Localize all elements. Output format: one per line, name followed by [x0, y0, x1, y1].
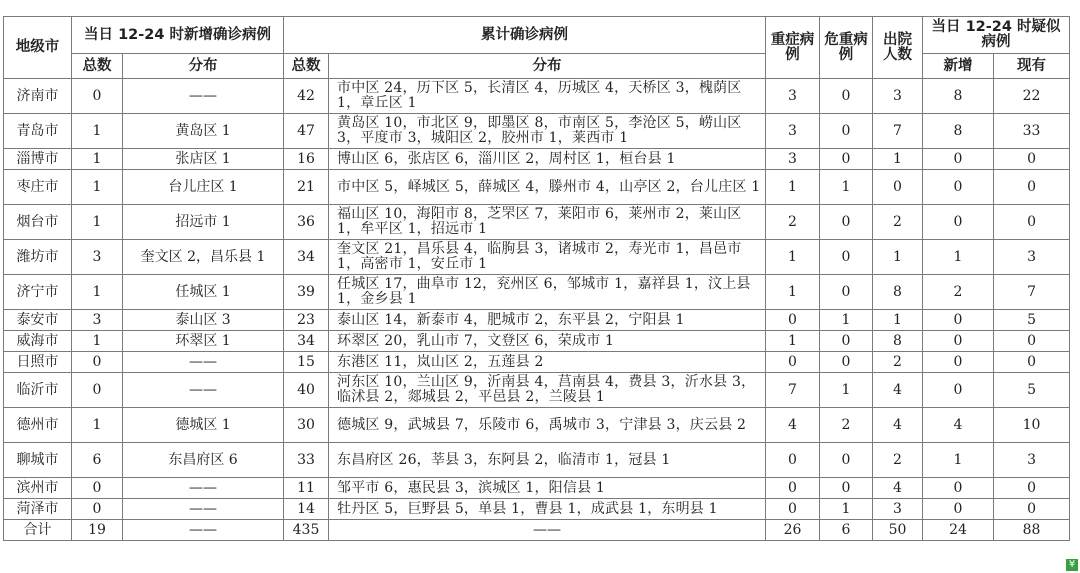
cell-new-dist: 德城区 1 — [123, 408, 284, 443]
cell-cum-dist: 邹平市 6，惠民县 3，滨城区 1，阳信县 1 — [329, 478, 766, 499]
cell-cum-total: 16 — [284, 149, 329, 170]
cell-cum-total: 21 — [284, 170, 329, 205]
table-row — [4, 352, 1070, 373]
cell-susp-new: 0 — [923, 331, 994, 352]
cell-susp-now: 0 — [994, 352, 1070, 373]
cell-cum-total: 33 — [284, 443, 329, 478]
cell-susp-new: 1 — [923, 240, 994, 275]
cell-critical: 0 — [820, 331, 873, 352]
cell-cum-dist: 黄岛区 10，市北区 9，即墨区 8，市南区 5，李沧区 5，崂山区 3，平度市 3，城阳区 2，胶州市 1，莱西市 1 — [329, 114, 766, 149]
cell-cum-total: 23 — [284, 310, 329, 331]
header-discharged: 出院人数 — [873, 17, 923, 79]
header-new-group: 当日 12-24 时新增确诊病例 — [72, 17, 284, 54]
header-cum-total: 总数 — [284, 54, 329, 79]
cell-critical: 1 — [820, 499, 873, 520]
cell-cum-total: 34 — [284, 240, 329, 275]
cell-city: 淄博市 — [4, 149, 72, 170]
cell-susp-new: 4 — [923, 408, 994, 443]
cell-city: 烟台市 — [4, 205, 72, 240]
cell-susp-new: 8 — [923, 79, 994, 114]
header-critical: 危重病例 — [820, 17, 873, 79]
cell-critical: 0 — [820, 114, 873, 149]
cell-susp-now: 88 — [994, 520, 1070, 541]
cell-susp-now: 7 — [994, 275, 1070, 310]
cell-susp-new: 24 — [923, 520, 994, 541]
table-row — [4, 79, 1070, 114]
cell-cum-total: 42 — [284, 79, 329, 114]
cell-critical: 1 — [820, 170, 873, 205]
cell-new-dist: —— — [123, 373, 284, 408]
cell-new-total: 1 — [72, 170, 123, 205]
cell-new-total: 0 — [72, 373, 123, 408]
cell-susp-now: 5 — [994, 373, 1070, 408]
cell-new-total: 1 — [72, 149, 123, 170]
cell-cum-dist: 市中区 24，历下区 5，长清区 4，历城区 4，天桥区 3，槐荫区 1，章丘区 1 — [329, 79, 766, 114]
cell-critical: 0 — [820, 478, 873, 499]
cell-susp-new: 0 — [923, 205, 994, 240]
cell-new-dist: 泰山区 3 — [123, 310, 284, 331]
cell-susp-now: 0 — [994, 331, 1070, 352]
cell-new-total: 0 — [72, 352, 123, 373]
cell-new-total: 1 — [72, 275, 123, 310]
cell-susp-new: 8 — [923, 114, 994, 149]
cell-cum-dist: 牡丹区 5，巨野县 5，单县 1，曹县 1，成武县 1，东明县 1 — [329, 499, 766, 520]
cell-cum-dist: 福山区 10，海阳市 8，芝罘区 7，莱阳市 6，莱州市 2，莱山区 1，牟平区 1，招远市 1 — [329, 205, 766, 240]
cell-new-total: 0 — [72, 79, 123, 114]
cell-critical: 1 — [820, 310, 873, 331]
cell-new-total: 0 — [72, 499, 123, 520]
cell-city: 青岛市 — [4, 114, 72, 149]
cell-new-total: 1 — [72, 408, 123, 443]
cell-cum-dist: 奎文区 21，昌乐县 4，临朐县 3，诸城市 2，寿光市 1，昌邑市 1，高密市 1，安丘市 1 — [329, 240, 766, 275]
cell-cum-total: 14 — [284, 499, 329, 520]
table-row — [4, 149, 1070, 170]
header-cum-dist: 分布 — [329, 54, 766, 79]
cell-severe: 2 — [766, 205, 820, 240]
cell-susp-new: 0 — [923, 373, 994, 408]
cell-cum-total: 11 — [284, 478, 329, 499]
cell-severe: 26 — [766, 520, 820, 541]
cell-severe: 0 — [766, 352, 820, 373]
cell-new-total: 3 — [72, 240, 123, 275]
cell-susp-now: 22 — [994, 79, 1070, 114]
cell-city: 济南市 — [4, 79, 72, 114]
cell-discharged: 3 — [873, 79, 923, 114]
cell-critical: 6 — [820, 520, 873, 541]
cell-cum-dist: 泰山区 14，新泰市 4，肥城市 2，东平县 2，宁阳县 1 — [329, 310, 766, 331]
cell-discharged: 2 — [873, 205, 923, 240]
cell-new-dist: 奎文区 2，昌乐县 1 — [123, 240, 284, 275]
cell-discharged: 2 — [873, 352, 923, 373]
cell-susp-new: 0 — [923, 310, 994, 331]
cell-discharged: 0 — [873, 170, 923, 205]
cell-cum-dist: 博山区 6，张店区 6，淄川区 2，周村区 1，桓台县 1 — [329, 149, 766, 170]
cell-susp-now: 10 — [994, 408, 1070, 443]
cell-severe: 3 — [766, 149, 820, 170]
cell-cum-total: 30 — [284, 408, 329, 443]
table-row — [4, 114, 1070, 149]
cell-cum-dist: 任城区 17，曲阜市 12，兖州区 6，邹城市 1，嘉祥县 1，汶上县 1，金乡县 1 — [329, 275, 766, 310]
cell-new-total: 1 — [72, 205, 123, 240]
header-suspect-now: 现有 — [994, 54, 1070, 79]
cell-discharged: 3 — [873, 499, 923, 520]
cell-susp-now: 3 — [994, 240, 1070, 275]
cell-new-dist: 东昌府区 6 — [123, 443, 284, 478]
cell-susp-now: 0 — [994, 205, 1070, 240]
cell-cum-dist: 东港区 11，岚山区 2，五莲县 2 — [329, 352, 766, 373]
cell-cum-total: 36 — [284, 205, 329, 240]
cell-new-dist: 招远市 1 — [123, 205, 284, 240]
cell-cum-total: 40 — [284, 373, 329, 408]
cell-severe: 3 — [766, 114, 820, 149]
cell-susp-now: 5 — [994, 310, 1070, 331]
cell-critical: 0 — [820, 205, 873, 240]
cell-severe: 1 — [766, 170, 820, 205]
table-row — [4, 240, 1070, 275]
cell-city: 潍坊市 — [4, 240, 72, 275]
cell-city: 滨州市 — [4, 478, 72, 499]
cell-new-total: 1 — [72, 331, 123, 352]
cell-city: 合计 — [4, 520, 72, 541]
cell-susp-now: 0 — [994, 149, 1070, 170]
cell-susp-now: 0 — [994, 499, 1070, 520]
cell-discharged: 1 — [873, 310, 923, 331]
cell-new-total: 0 — [72, 478, 123, 499]
cell-discharged: 7 — [873, 114, 923, 149]
table-row — [4, 478, 1070, 499]
cell-severe: 0 — [766, 478, 820, 499]
case-table — [3, 16, 1070, 541]
table-row — [4, 331, 1070, 352]
cell-city: 德州市 — [4, 408, 72, 443]
cell-discharged: 2 — [873, 443, 923, 478]
cell-discharged: 8 — [873, 331, 923, 352]
header-new-total: 总数 — [72, 54, 123, 79]
cell-severe: 1 — [766, 240, 820, 275]
cell-susp-new: 0 — [923, 149, 994, 170]
cell-new-dist: 任城区 1 — [123, 275, 284, 310]
table-row — [4, 408, 1070, 443]
table-row — [4, 499, 1070, 520]
cell-new-dist: —— — [123, 79, 284, 114]
cell-city: 泰安市 — [4, 310, 72, 331]
cell-discharged: 4 — [873, 408, 923, 443]
cell-city: 菏泽市 — [4, 499, 72, 520]
table-row — [4, 170, 1070, 205]
cell-discharged: 8 — [873, 275, 923, 310]
cell-new-total: 19 — [72, 520, 123, 541]
table-row — [4, 520, 1070, 541]
cell-susp-new: 1 — [923, 443, 994, 478]
cell-cum-total: 47 — [284, 114, 329, 149]
cell-cum-total: 435 — [284, 520, 329, 541]
cell-new-dist: —— — [123, 352, 284, 373]
cell-cum-dist: —— — [329, 520, 766, 541]
header-suspect-group: 当日 12-24 时疑似病例 — [923, 17, 1070, 54]
cell-new-dist: 环翠区 1 — [123, 331, 284, 352]
cell-discharged: 4 — [873, 373, 923, 408]
cell-cum-dist: 河东区 10，兰山区 9，沂南县 4，莒南县 4，费县 3，沂水县 3，临沭县 2，郯城县 2，平邑县 2，兰陵县 1 — [329, 373, 766, 408]
cell-critical: 0 — [820, 79, 873, 114]
cell-cum-dist: 市中区 5，峄城区 5，薛城区 4，滕州市 4，山亭区 2，台儿庄区 1 — [329, 170, 766, 205]
cell-cum-dist: 环翠区 20，乳山市 7，文登区 6，荣成市 1 — [329, 331, 766, 352]
cell-critical: 0 — [820, 443, 873, 478]
cell-new-dist: 张店区 1 — [123, 149, 284, 170]
cell-discharged: 4 — [873, 478, 923, 499]
cell-susp-new: 0 — [923, 478, 994, 499]
table-row — [4, 443, 1070, 478]
cell-new-total: 6 — [72, 443, 123, 478]
header-severe: 重症病例 — [766, 17, 820, 79]
cell-susp-new: 0 — [923, 352, 994, 373]
cell-discharged: 1 — [873, 240, 923, 275]
cell-cum-total: 15 — [284, 352, 329, 373]
cell-city: 威海市 — [4, 331, 72, 352]
cell-city: 济宁市 — [4, 275, 72, 310]
table-body — [4, 79, 1070, 541]
cell-new-total: 1 — [72, 114, 123, 149]
cell-cum-total: 34 — [284, 331, 329, 352]
cell-new-dist: 台儿庄区 1 — [123, 170, 284, 205]
cell-discharged: 1 — [873, 149, 923, 170]
cell-new-dist: —— — [123, 478, 284, 499]
cell-susp-new: 0 — [923, 499, 994, 520]
table-row — [4, 373, 1070, 408]
cell-discharged: 50 — [873, 520, 923, 541]
cell-critical: 0 — [820, 352, 873, 373]
cell-cum-dist: 德城区 9，武城县 7，乐陵市 6，禹城市 3，宁津县 3，庆云县 2 — [329, 408, 766, 443]
cell-critical: 1 — [820, 373, 873, 408]
cell-severe: 0 — [766, 499, 820, 520]
cell-critical: 0 — [820, 240, 873, 275]
header-city: 地级市 — [4, 17, 72, 79]
cell-severe: 1 — [766, 275, 820, 310]
cell-susp-now: 3 — [994, 443, 1070, 478]
header-suspect-new: 新增 — [923, 54, 994, 79]
cell-critical: 2 — [820, 408, 873, 443]
table-row — [4, 310, 1070, 331]
cell-cum-total: 39 — [284, 275, 329, 310]
cell-cum-dist: 东昌府区 26，莘县 3，东阿县 2，临清市 1，冠县 1 — [329, 443, 766, 478]
cell-new-dist: 黄岛区 1 — [123, 114, 284, 149]
cell-severe: 0 — [766, 443, 820, 478]
cell-severe: 7 — [766, 373, 820, 408]
cell-susp-now: 33 — [994, 114, 1070, 149]
cell-city: 日照市 — [4, 352, 72, 373]
cell-critical: 0 — [820, 275, 873, 310]
cell-susp-new: 0 — [923, 170, 994, 205]
cell-severe: 1 — [766, 331, 820, 352]
cell-severe: 3 — [766, 79, 820, 114]
cell-city: 枣庄市 — [4, 170, 72, 205]
cell-city: 临沂市 — [4, 373, 72, 408]
cell-susp-new: 2 — [923, 275, 994, 310]
header-new-dist: 分布 — [123, 54, 284, 79]
header-cum-group: 累计确诊病例 — [284, 17, 766, 54]
cell-new-dist: —— — [123, 499, 284, 520]
cell-susp-now: 0 — [994, 170, 1070, 205]
cell-susp-now: 0 — [994, 478, 1070, 499]
cell-severe: 4 — [766, 408, 820, 443]
table-row — [4, 205, 1070, 240]
download-arrow-icon[interactable]: ¥ — [1066, 559, 1078, 571]
cell-critical: 0 — [820, 149, 873, 170]
table-row — [4, 275, 1070, 310]
cell-new-dist: —— — [123, 520, 284, 541]
cell-severe: 0 — [766, 310, 820, 331]
cell-new-total: 3 — [72, 310, 123, 331]
cell-city: 聊城市 — [4, 443, 72, 478]
